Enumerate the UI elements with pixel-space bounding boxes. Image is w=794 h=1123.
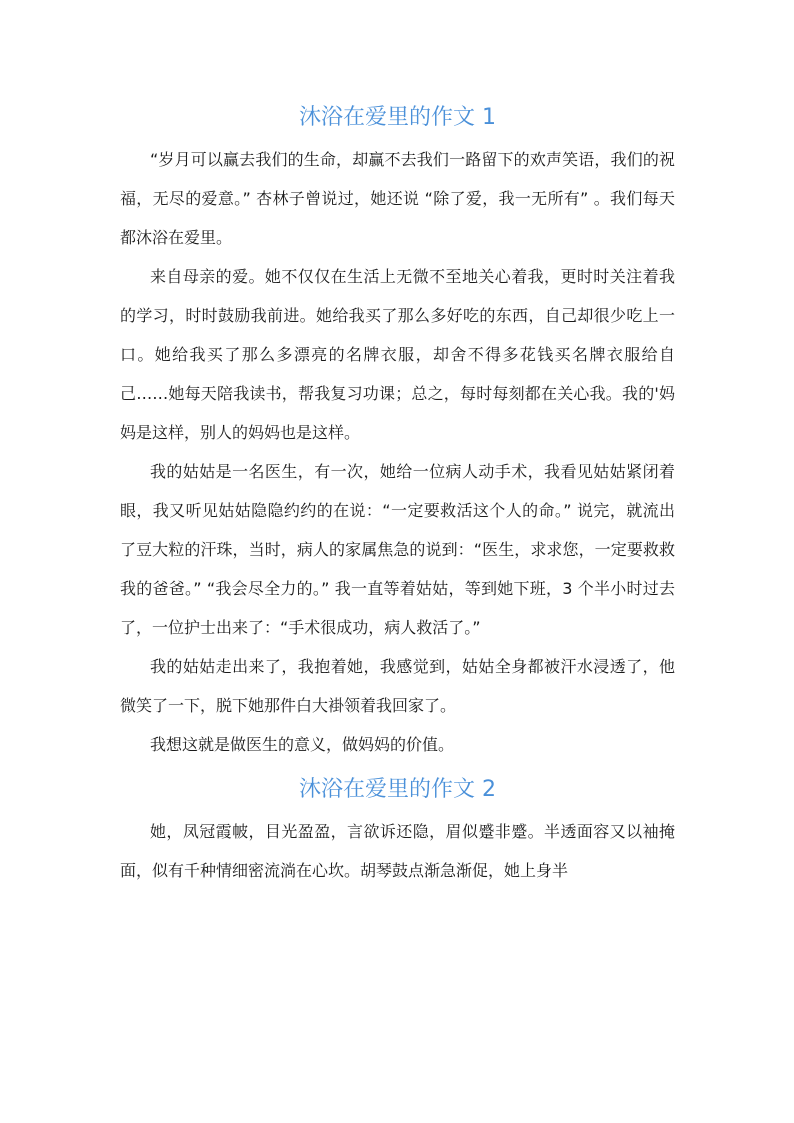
essay-2-paragraph-1: 她，凤冠霞帔，目光盈盈，言欲诉还隐，眉似蹙非蹙。半透面容又以袖掩面，似有千种情细密流淌在心坎。胡琴鼓点渐急渐促，她上身半 bbox=[120, 822, 675, 880]
essay-1-paragraph-5: 我想这就是做医生的意义，做妈妈的价值。 bbox=[150, 735, 455, 754]
essay-2-title: 沐浴在爱里的作文 2 bbox=[299, 777, 496, 802]
essay-1-paragraph-4: 我的姑姑走出来了，我抱着她，我感觉到，姑姑全身都被汗水浸透了，他微笑了一下，脱下她那件白大褂领着我回家了。 bbox=[120, 657, 675, 715]
essay-1-paragraph-2: 来自母亲的爱。她不仅仅在生活上无微不至地关心着我，更时时关注着我的学习，时时鼓励我前进。她给我买了那么多好吃的东西，自己却很少吃上一口。她给我买了那么多漂亮的名牌衣服，却舍不得多花钱买名牌衣服给自己……她每天陪我读书，帮我复习功课；总之，每时每刻都在关心我。我的'妈妈是这样，别人的妈妈也是这样。 bbox=[120, 267, 675, 442]
essay-1-title: 沐浴在爱里的作文 1 bbox=[299, 105, 496, 130]
essay-1-paragraph-3: 我的姑姑是一名医生，有一次，她给一位病人动手术，我看见姑姑紧闭着眼，我又听见姑姑隐隐约约的在说：“一定要救活这个人的命。” 说完，就流出了豆大粒的汗珠，当时，病人的家属焦急的说到：“医生，求求您，一定要救救我的爸爸。” “我会尽全力的。” 我一直等着姑姑，等到她下班，3 个半小时过去了，一位护士出来了：“手术很成功，病人救活了。” bbox=[120, 462, 675, 637]
document-page bbox=[120, 98, 675, 890]
essay-1-paragraph-1: “岁月可以赢去我们的生命，却赢不去我们一路留下的欢声笑语，我们的祝福，无尽的爱意。” 杏林子曾说过，她还说 “除了爱，我一无所有” 。我们每天都沐浴在爱里。 bbox=[120, 150, 675, 247]
